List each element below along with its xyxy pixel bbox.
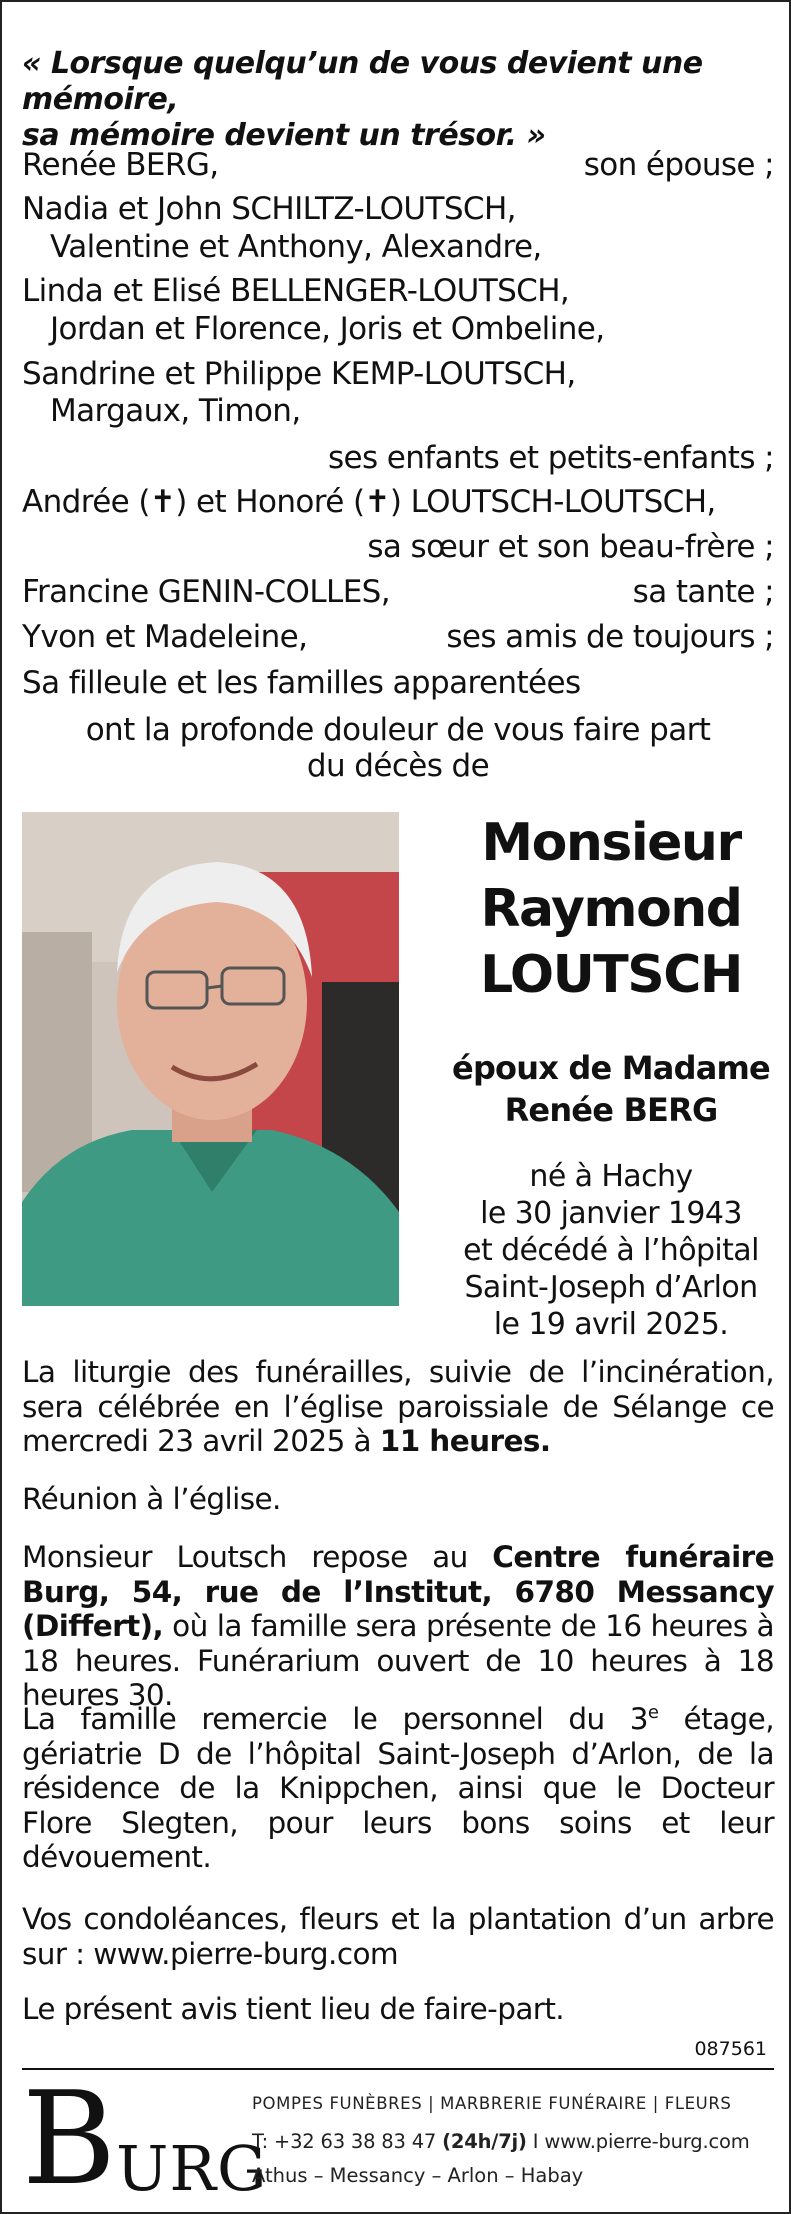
floor-superscript: e xyxy=(647,1702,659,1724)
family-line xyxy=(22,438,774,478)
dates-block xyxy=(442,1158,780,1343)
death-date: le 19 avril 2025. xyxy=(493,1307,729,1342)
deceased-last-name: LOUTSCH xyxy=(480,945,742,1005)
portrait-photo xyxy=(22,812,399,1306)
family-line xyxy=(22,309,774,349)
announcement-line: du décès de xyxy=(306,748,490,784)
family-relation: sa tante ; xyxy=(632,574,774,610)
quote-line: sa mémoire devient un trésor. » xyxy=(22,118,546,153)
notice-paragraph: Le présent avis tient lieu de faire-part. xyxy=(22,1992,565,2026)
family-names: Margaux, Timon, xyxy=(50,393,301,429)
family-line xyxy=(22,271,774,311)
portrait-illustration xyxy=(22,812,399,1306)
footer-hours: (24h/7j) xyxy=(442,2130,527,2153)
family-names: Linda et Elisé BELLENGER-LOUTSCH, xyxy=(22,273,570,309)
footer-services: POMPES FUNÈBRES | MARBRERIE FUNÉRAIRE | FLEURS xyxy=(252,2094,732,2113)
spouse-line: Renée BERG xyxy=(504,1091,718,1129)
family-names: Valentine et Anthony, Alexandre, xyxy=(50,229,542,265)
burg-logo xyxy=(22,2065,268,2214)
family-line xyxy=(22,572,774,612)
funeral-paragraph xyxy=(22,1355,774,1459)
footer-locations: Athus – Messancy – Arlon – Habay xyxy=(252,2164,584,2187)
family-names: Francine GENIN-COLLES, xyxy=(22,574,391,610)
birth-place: né à Hachy xyxy=(529,1159,693,1194)
condolences-paragraph: Vos condoléances, fleurs et la plantation d’un arbre sur : www.pierre-burg.com xyxy=(22,1902,774,1971)
family-line xyxy=(22,227,774,267)
family-line xyxy=(22,354,774,394)
family-line xyxy=(22,663,774,703)
family-names: Sa filleule et les familles apparentées xyxy=(22,665,581,701)
deceased-first-name: Raymond xyxy=(480,879,742,939)
birth-date: le 30 janvier 1943 xyxy=(480,1196,742,1231)
funeral-home-address: Centre funéraire Burg, 54, rue de l’Institut, 6780 Messancy (Differt), xyxy=(22,1540,774,1643)
funeral-text: La liturgie des funérailles, suivie de l’incinération, sera célébrée en l’église paroissiale de Sélange ce mercredi 23 avril 2025 à xyxy=(22,1355,774,1458)
footer-divider xyxy=(22,2068,774,2070)
deceased-title: Monsieur xyxy=(481,813,741,873)
family-line xyxy=(22,617,774,657)
family-names: Yvon et Madeleine, xyxy=(22,619,308,655)
deceased-name-block xyxy=(442,810,780,1008)
family-line xyxy=(22,189,774,229)
rest-paragraph xyxy=(22,1540,774,1713)
family-names: Sandrine et Philippe KEMP-LOUTSCH, xyxy=(22,356,576,392)
family-line xyxy=(22,482,774,522)
rest-hours: où la famille sera présente de 16 heures à 18 heures. Funérarium ouvert de 10 heures à 18 heures 30. xyxy=(22,1609,774,1712)
footer-phone: T: +32 63 38 83 47 xyxy=(252,2130,437,2153)
logo-rest: URG xyxy=(116,2132,268,2205)
thanks-text: étage, gériatrie D de l’hôpital Saint-Joseph d’Arlon, de la résidence de la Knippchen, ainsi que le Docteur Flore Slegten, pour leurs bons soins et leur dévouement. xyxy=(22,1702,774,1874)
thanks-text: La famille remercie le personnel du 3 xyxy=(22,1702,648,1736)
family-relation: ses enfants et petits-enfants ; xyxy=(327,440,774,476)
spouse-block xyxy=(442,1047,780,1131)
announcement-line: ont la profonde douleur de vous faire part xyxy=(85,712,711,748)
family-relation: son épouse ; xyxy=(583,147,774,183)
thanks-paragraph xyxy=(22,1702,774,1875)
reunion-paragraph: Réunion à l’église. xyxy=(22,1482,281,1516)
funeral-time: 11 heures. xyxy=(379,1424,551,1458)
death-line: et décédé à l’hôpital xyxy=(463,1233,759,1268)
family-line xyxy=(22,527,774,567)
rest-intro: Monsieur Loutsch repose au xyxy=(22,1540,468,1574)
family-names: Jordan et Florence, Joris et Ombeline, xyxy=(50,311,605,347)
death-place: Saint-Joseph d’Arlon xyxy=(464,1270,758,1305)
family-names: Renée BERG, xyxy=(22,147,219,183)
footer-website: I www.pierre-burg.com xyxy=(532,2130,750,2153)
family-relation: sa sœur et son beau-frère ; xyxy=(367,529,774,565)
quote-line: « Lorsque quelqu’un de vous devient une mémoire, xyxy=(22,46,703,117)
family-names: Andrée (✝) et Honoré (✝) LOUTSCH-LOUTSCH, xyxy=(22,484,716,520)
family-names: Nadia et John SCHILTZ-LOUTSCH, xyxy=(22,191,516,227)
reference-number: 087561 xyxy=(694,2038,767,2060)
family-relation: ses amis de toujours ; xyxy=(446,619,774,655)
family-line xyxy=(22,145,774,185)
spouse-line: époux de Madame xyxy=(452,1049,770,1087)
family-line xyxy=(22,391,774,431)
opening-quote xyxy=(22,46,762,154)
logo-initial: B xyxy=(22,2065,117,2214)
footer-contact xyxy=(252,2130,777,2153)
